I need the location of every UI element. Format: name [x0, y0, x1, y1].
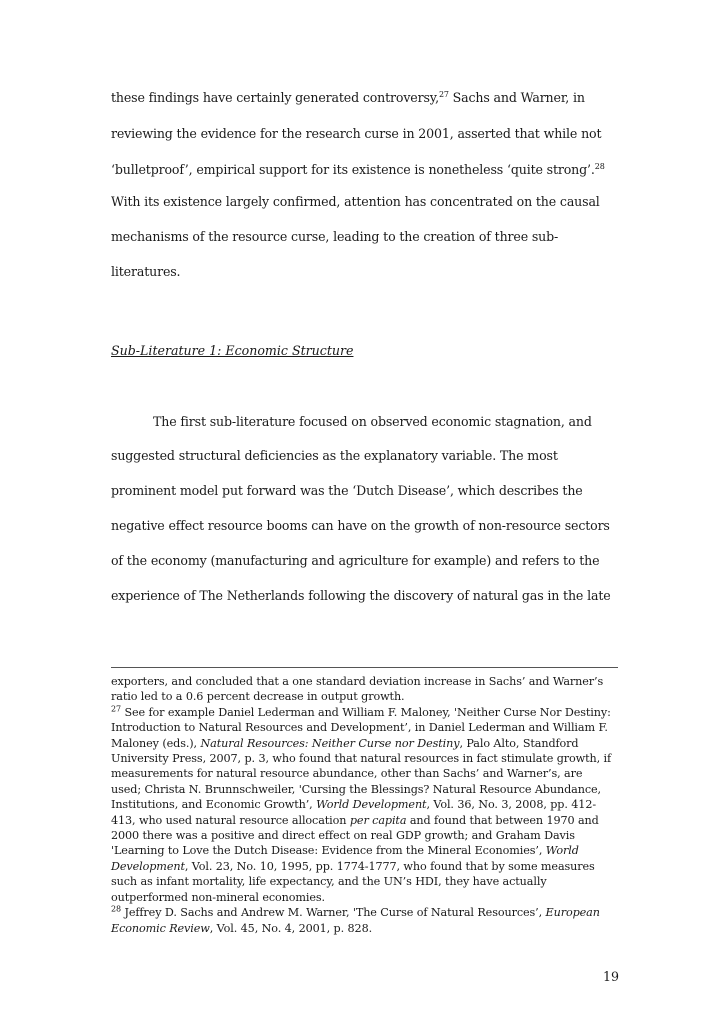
body-line-2: reviewing the evidence for the research curse in 2001, asserted that while not [111, 126, 602, 141]
footnote-line [111, 736, 623, 751]
footnote-text: 2000 there was a positive and direct effect on real GDP growth; and Graham Davis [111, 829, 575, 843]
para2-line-1: The first sub-literature focused on observed economic stagnation, and [153, 414, 592, 429]
footnote-text: , Vol. 45, No. 4, 2001, p. 828. [209, 921, 373, 935]
para2-line-6: experience of The Netherlands following the discovery of natural gas in the late [111, 588, 611, 603]
footnote-text: Institutions, and Economic Growth’, [111, 798, 317, 812]
footnote-text: such as infant mortality, life expectancy, and the UN’s HDI, they have actually [111, 875, 547, 889]
footnote-text: 'Learning to Love the Dutch Disease: Evidence from the Mineral Economies’, [111, 844, 546, 858]
footnotes [111, 674, 623, 936]
footnote-number: 28 [111, 904, 121, 914]
footnote-line [111, 705, 623, 720]
para2-line-2: suggested structural deficiencies as the explanatory variable. The most [111, 448, 558, 463]
footnote-text: See for example Daniel Lederman and William F. Maloney, 'Neither Curse Nor Destiny: [120, 705, 611, 719]
footnote-line [111, 874, 623, 889]
footnote-line [111, 720, 623, 735]
section-heading: Sub-Literature 1: Economic Structure [111, 343, 354, 358]
para2-line-3: prominent model put forward was the ‘Dutch Disease’, which describes the [111, 483, 583, 498]
footnote-text: used; Christa N. Brunnschweiler, 'Cursing the Blessings? Natural Resource Abundance, [111, 782, 602, 796]
footnote-text: , Vol. 23, No. 10, 1995, pp. 1774-1777, who found that by some measures [184, 859, 595, 873]
footnote-italic: Natural Resources: Neither Curse nor Destiny [200, 736, 460, 750]
footnote-italic: World Development [316, 798, 427, 812]
para2-line-4: negative effect resource booms can have on the growth of non-resource sectors [111, 518, 610, 533]
footnote-italic: per capita [349, 813, 407, 827]
footnote-text: outperformed non-mineral economies. [111, 890, 325, 904]
footnote-line [111, 797, 623, 812]
body-line-1: these findings have certainly generated controversy,$^{27}$ Sachs and Warner, in [111, 89, 585, 105]
page-number: 19 [603, 969, 620, 984]
footnote-line [111, 689, 623, 704]
footnote-number: 27 [111, 704, 121, 714]
body-line-3: ‘bulletproof’, empirical support for its existence is nonetheless ‘quite strong’.$^{28}$ [111, 161, 605, 177]
footnote-text: exporters, and concluded that a one standard deviation increase in Sachs’ and Warner’s [111, 675, 604, 688]
footnote-line [111, 921, 623, 936]
footnote-line [111, 751, 623, 766]
footnote-separator [111, 667, 618, 668]
footnote-text: University Press, 2007, p. 3, who found that natural resources in fact stimulate growth, if [111, 752, 612, 766]
footnote-text: ratio led to a 0.6 percent decrease in output growth. [111, 690, 405, 704]
footnote-ref-27[interactable]: 27 [438, 89, 449, 99]
footnote-line [111, 843, 623, 858]
footnote-line [111, 766, 623, 781]
footnote-italic: Development [111, 859, 185, 873]
footnote-text: Jeffrey D. Sachs and Andrew M. Warner, 'The Curse of Natural Resources’, [120, 906, 546, 920]
footnote-text: , Palo Alto, Standford [459, 736, 579, 750]
footnote-text: Maloney (eds.), [111, 736, 201, 750]
footnote-italic: European [545, 906, 600, 920]
footnote-line [111, 782, 623, 797]
footnote-line [111, 813, 623, 828]
footnote-line [111, 674, 623, 689]
footnote-italic: Economic Review [111, 921, 210, 935]
para2-line-5: of the economy (manufacturing and agriculture for example) and refers to the [111, 553, 600, 568]
footnote-text: and found that between 1970 and [406, 813, 599, 827]
footnote-text: 413, who used natural resource allocation [111, 813, 350, 827]
footnote-line [111, 828, 623, 843]
footnote-ref-28[interactable]: 28 [594, 161, 605, 171]
footnote-line [111, 905, 623, 920]
footnote-line [111, 890, 623, 905]
footnote-text: measurements for natural resource abundance, other than Sachs’ and Warner’s, are [111, 767, 583, 781]
footnote-text: Introduction to Natural Resources and Development’, in Daniel Lederman and William F. [111, 721, 608, 735]
body-line-4: With its existence largely confirmed, attention has concentrated on the causal [111, 194, 600, 209]
body-line-6: literatures. [111, 264, 181, 279]
footnote-line [111, 859, 623, 874]
footnote-italic: World [545, 844, 579, 858]
footnote-text: , Vol. 36, No. 3, 2008, pp. 412- [426, 798, 597, 812]
body-line-5: mechanisms of the resource curse, leading to the creation of three sub- [111, 229, 559, 244]
